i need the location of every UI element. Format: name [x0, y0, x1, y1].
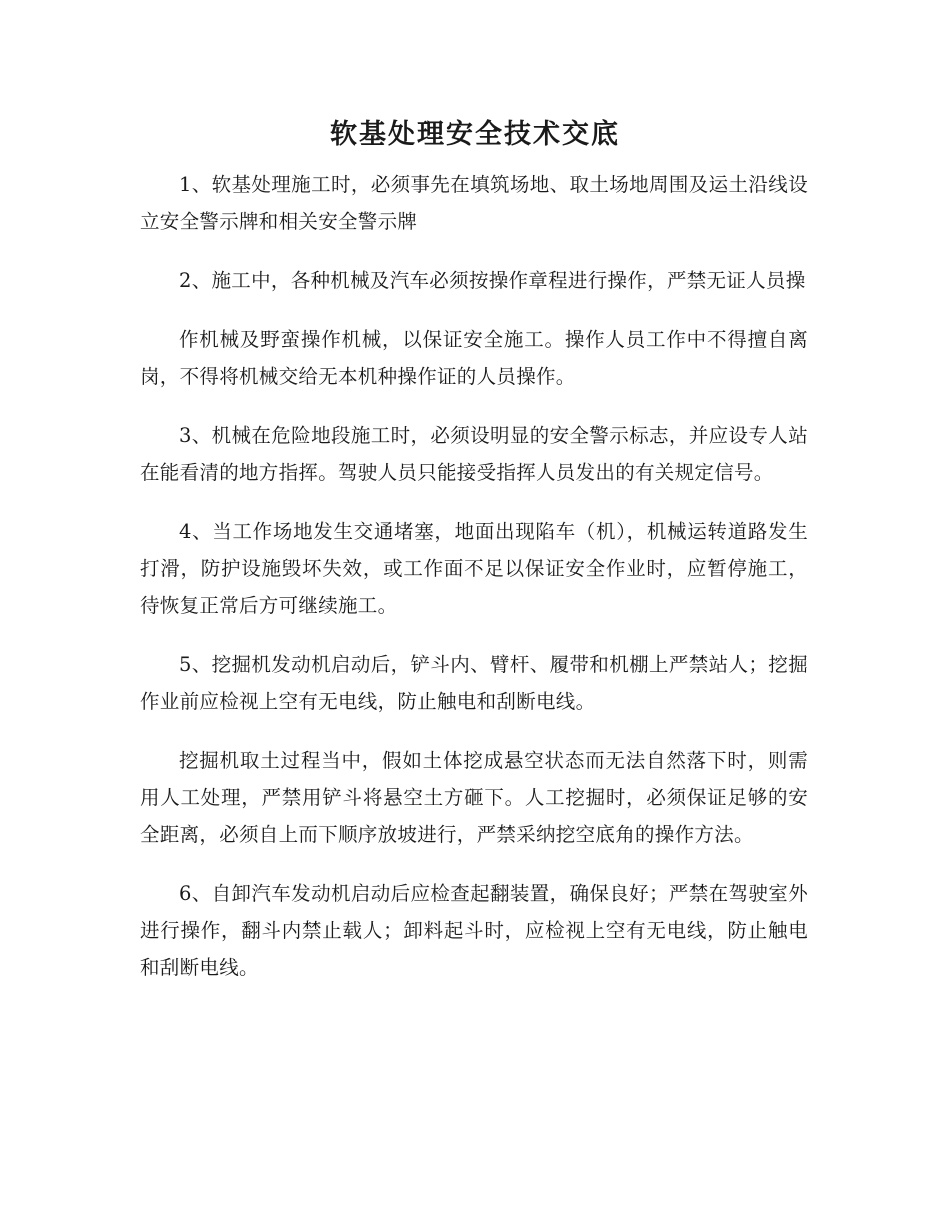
document-body: [140, 166, 808, 1008]
paragraph-4: 3、机械在危险地段施工时，必须设明显的安全警示标志，并应设专人站在能看清的地方指挥。驾驶人员只能接受指挥人员发出的有关规定信号。: [140, 424, 808, 484]
paragraph-3: 作机械及野蛮操作机械，以保证安全施工。操作人员工作中不得擅自离岗，不得将机械交给无本机种操作证的人员操作。: [140, 328, 808, 388]
paragraph-6: 5、挖掘机发动机启动后，铲斗内、臂杆、履带和机棚上严禁站人；挖掘作业前应检视上空有无电线，防止触电和刮断电线。: [140, 653, 808, 713]
paragraph-8: 6、自卸汽车发动机启动后应检查起翻装置，确保良好；严禁在驾驶室外进行操作，翻斗内禁止载人；卸料起斗时，应检视上空有无电线，防止触电和刮断电线。: [140, 882, 808, 979]
paragraph-5: 4、当工作场地发生交通堵塞，地面出现陷车（机），机械运转道路发生打滑，防护设施毁坏失效，或工作面不足以保证安全作业时，应暂停施工，待恢复正常后方可继续施工。: [140, 520, 808, 617]
paragraph-2: 2、施工中，各种机械及汽车必须按操作章程进行操作，严禁无证人员操: [179, 269, 806, 292]
document-title: 软基处理安全技术交底: [330, 119, 620, 150]
paragraph-7: 挖掘机取土过程当中，假如土体挖成悬空状态而无法自然落下时，则需用人工处理，严禁用铲斗将悬空土方砸下。人工挖掘时，必须保证足够的安全距离，必须自上而下顺序放坡进行，严禁采纳挖空底角的操作方法。: [140, 749, 808, 846]
paragraph-1: 1、软基处理施工时，必须事先在填筑场地、取土场地周围及运土沿线设立安全警示牌和相关安全警示牌: [140, 173, 808, 233]
